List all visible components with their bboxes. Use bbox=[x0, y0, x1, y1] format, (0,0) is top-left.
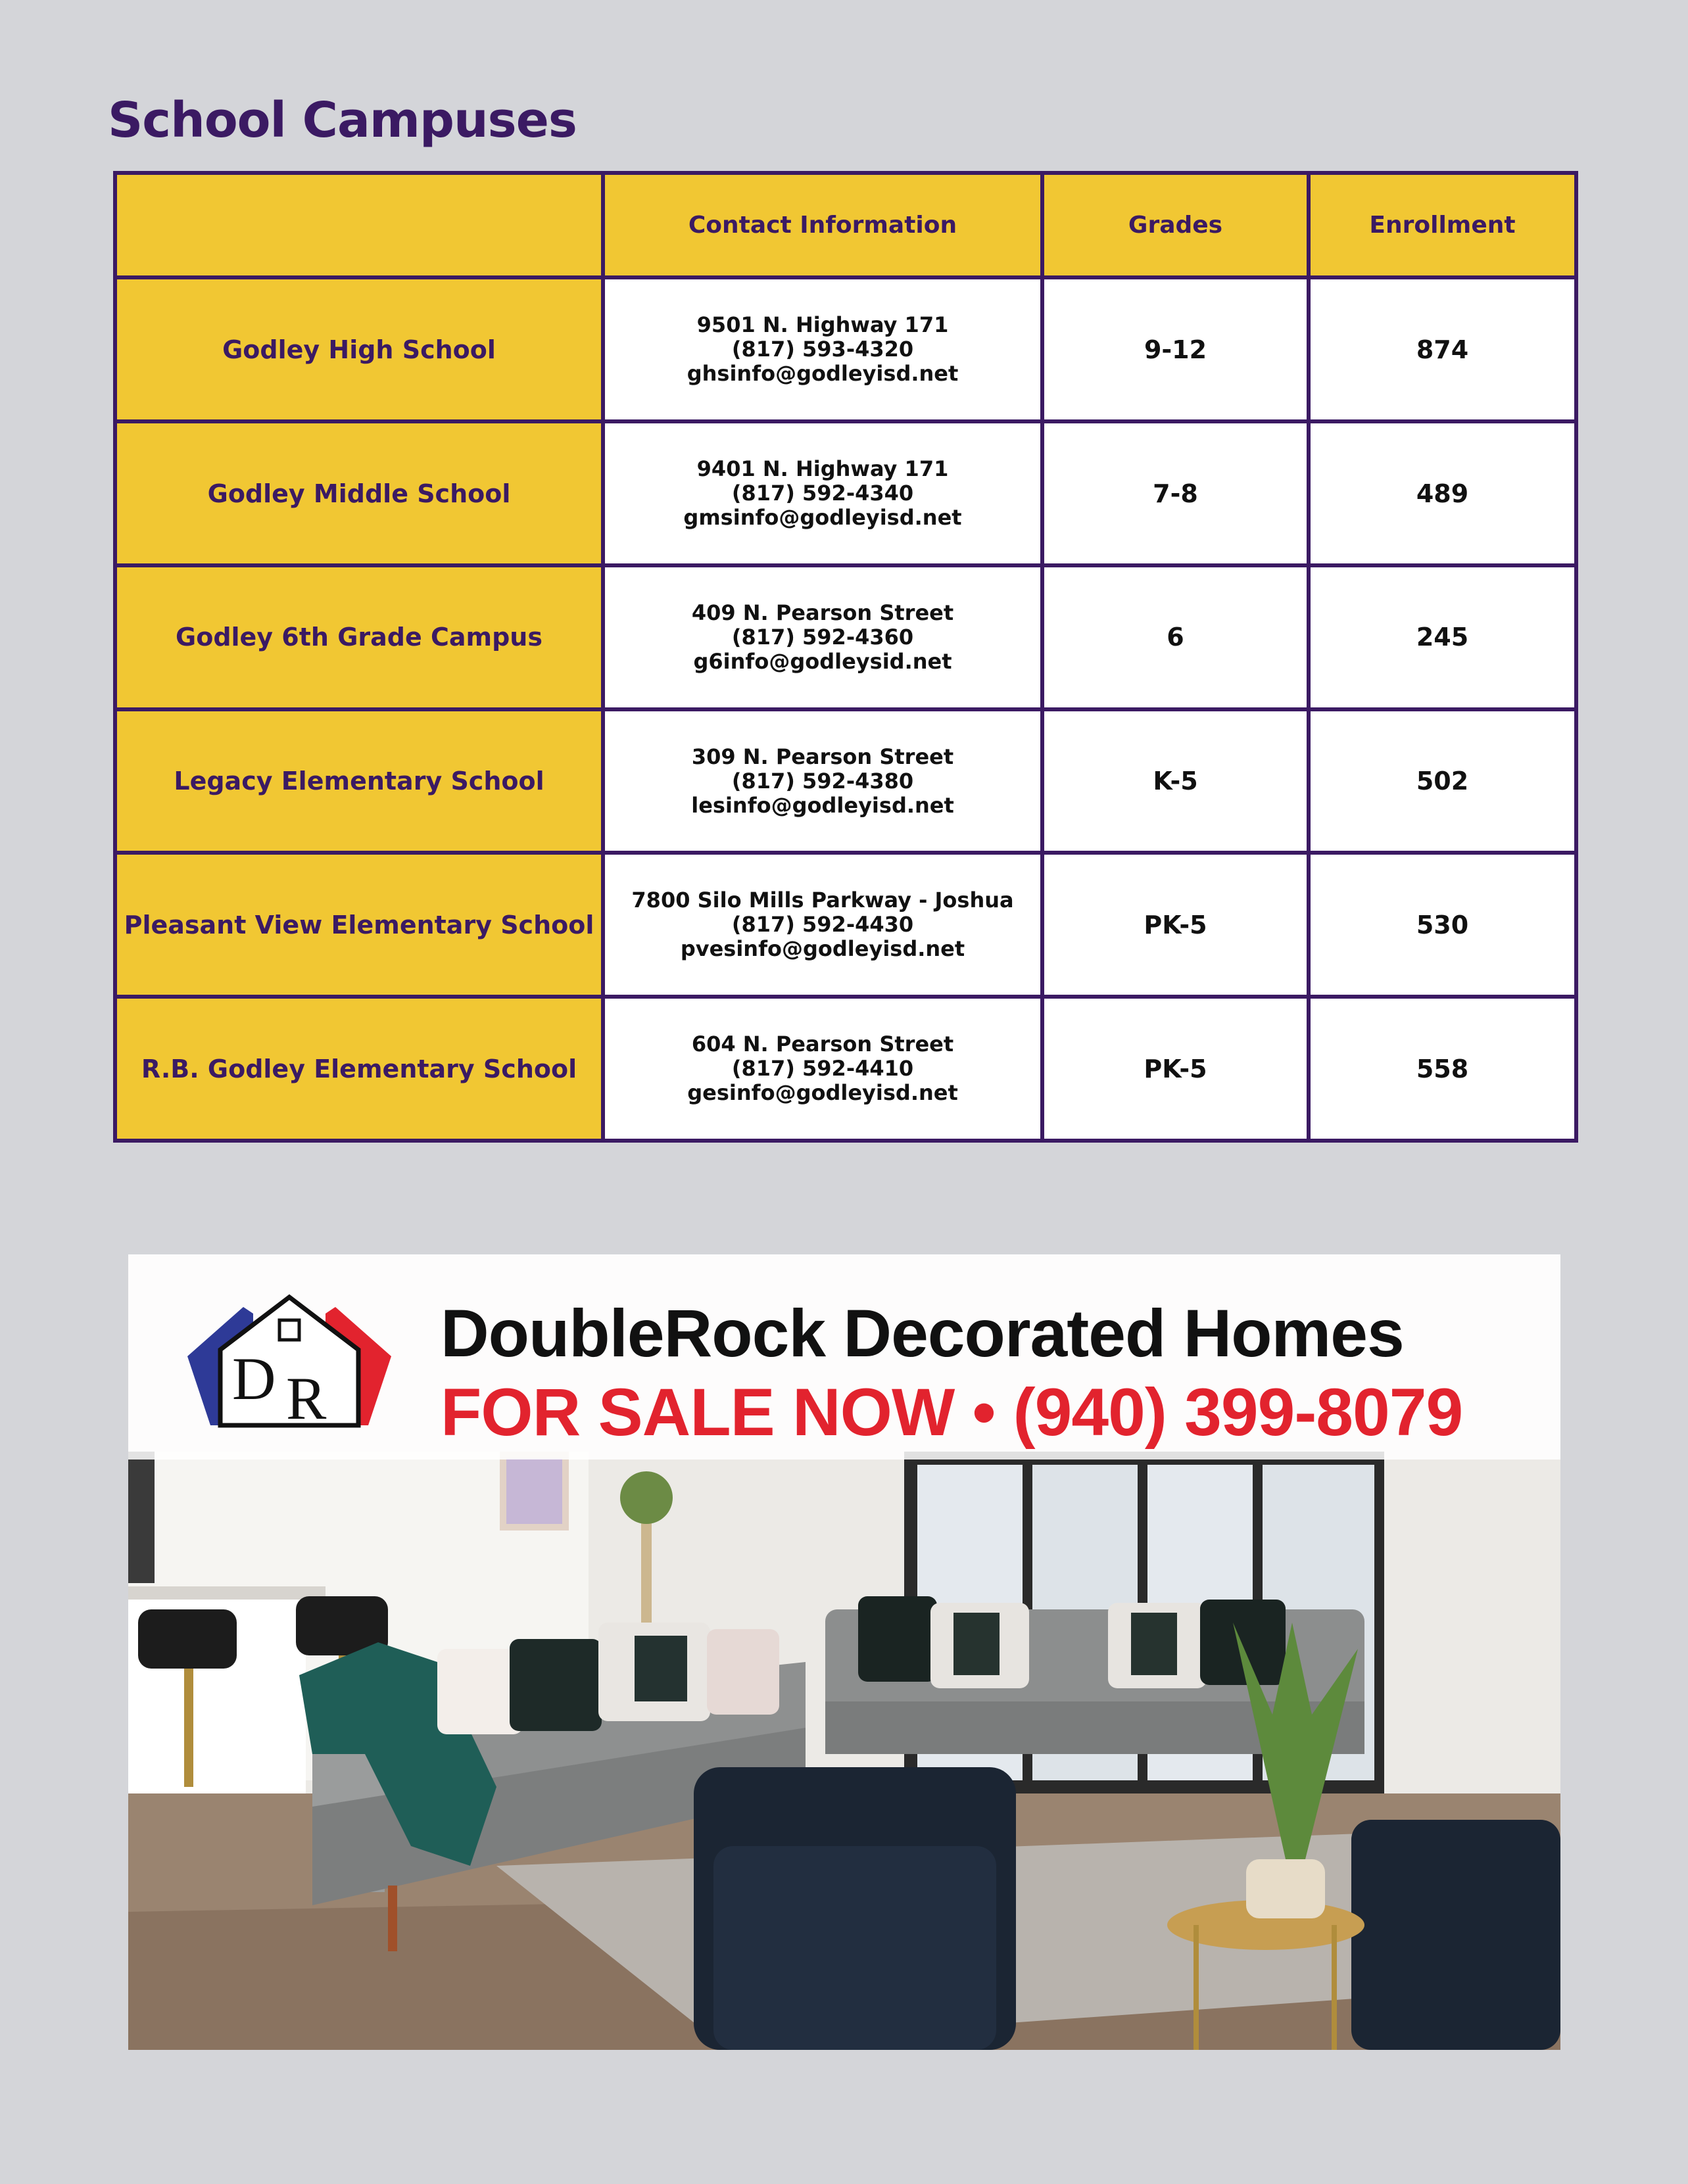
grades: K-5 bbox=[1042, 709, 1309, 853]
header-contact: Contact Information bbox=[603, 173, 1042, 277]
phone: (817) 592-4340 bbox=[731, 481, 914, 506]
enrollment: 245 bbox=[1309, 565, 1576, 709]
table-row bbox=[115, 709, 1576, 853]
page-title: School Campuses bbox=[108, 92, 577, 149]
enrollment: 489 bbox=[1309, 421, 1576, 565]
contact-info bbox=[603, 997, 1042, 1141]
school-name: Godley 6th Grade Campus bbox=[115, 565, 603, 709]
address: 409 N. Pearson Street bbox=[691, 600, 954, 625]
phone: (817) 593-4320 bbox=[731, 337, 914, 362]
header-enrollment: Enrollment bbox=[1309, 173, 1576, 277]
school-name: Godley Middle School bbox=[115, 421, 603, 565]
contact-info bbox=[603, 277, 1042, 421]
enrollment: 502 bbox=[1309, 709, 1576, 853]
address: 309 N. Pearson Street bbox=[691, 744, 954, 769]
email: gmsinfo@godleyisd.net bbox=[683, 505, 962, 531]
table-row bbox=[115, 853, 1576, 997]
school-campuses-table bbox=[113, 171, 1578, 1143]
phone: (817) 592-4380 bbox=[731, 768, 914, 794]
grades: 9-12 bbox=[1042, 277, 1309, 421]
address: 9401 N. Highway 171 bbox=[696, 456, 949, 482]
doublerock-logo bbox=[181, 1294, 398, 1432]
school-name: Godley High School bbox=[115, 277, 603, 421]
school-name: Pleasant View Elementary School bbox=[115, 853, 603, 997]
grades: 6 bbox=[1042, 565, 1309, 709]
contact-info bbox=[603, 565, 1042, 709]
table-row bbox=[115, 277, 1576, 421]
ad-headline: DoubleRock Decorated Homes bbox=[441, 1296, 1404, 1371]
contact-info bbox=[603, 853, 1042, 997]
email: pvesinfo@godleyisd.net bbox=[680, 936, 965, 962]
email: gesinfo@godleyisd.net bbox=[687, 1080, 958, 1106]
grades: PK-5 bbox=[1042, 853, 1309, 997]
phone: (817) 592-4360 bbox=[731, 624, 914, 650]
address: 604 N. Pearson Street bbox=[691, 1032, 954, 1057]
grades: PK-5 bbox=[1042, 997, 1309, 1141]
address: 7800 Silo Mills Parkway - Joshua bbox=[631, 888, 1014, 913]
school-name: Legacy Elementary School bbox=[115, 709, 603, 853]
table-row bbox=[115, 421, 1576, 565]
phone: (817) 592-4410 bbox=[731, 1056, 914, 1081]
email: ghsinfo@godleyisd.net bbox=[687, 361, 959, 387]
enrollment: 874 bbox=[1309, 277, 1576, 421]
header-grades: Grades bbox=[1042, 173, 1309, 277]
header-blank bbox=[115, 173, 603, 277]
enrollment: 530 bbox=[1309, 853, 1576, 997]
contact-info bbox=[603, 709, 1042, 853]
phone: (817) 592-4430 bbox=[731, 912, 914, 938]
table-row bbox=[115, 997, 1576, 1141]
table-header-row bbox=[115, 173, 1576, 277]
enrollment: 558 bbox=[1309, 997, 1576, 1141]
svg-text:D: D bbox=[232, 1345, 276, 1412]
school-name: R.B. Godley Elementary School bbox=[115, 997, 603, 1141]
address: 9501 N. Highway 171 bbox=[696, 312, 949, 338]
table-row bbox=[115, 565, 1576, 709]
doublerock-advertisement bbox=[128, 1254, 1560, 2050]
contact-info bbox=[603, 421, 1042, 565]
ad-sale-phone: FOR SALE NOW • (940) 399-8079 bbox=[441, 1375, 1463, 1450]
grades: 7-8 bbox=[1042, 421, 1309, 565]
svg-text:R: R bbox=[286, 1365, 327, 1432]
email: g6info@godleysid.net bbox=[693, 648, 952, 674]
email: lesinfo@godleyisd.net bbox=[691, 792, 954, 818]
